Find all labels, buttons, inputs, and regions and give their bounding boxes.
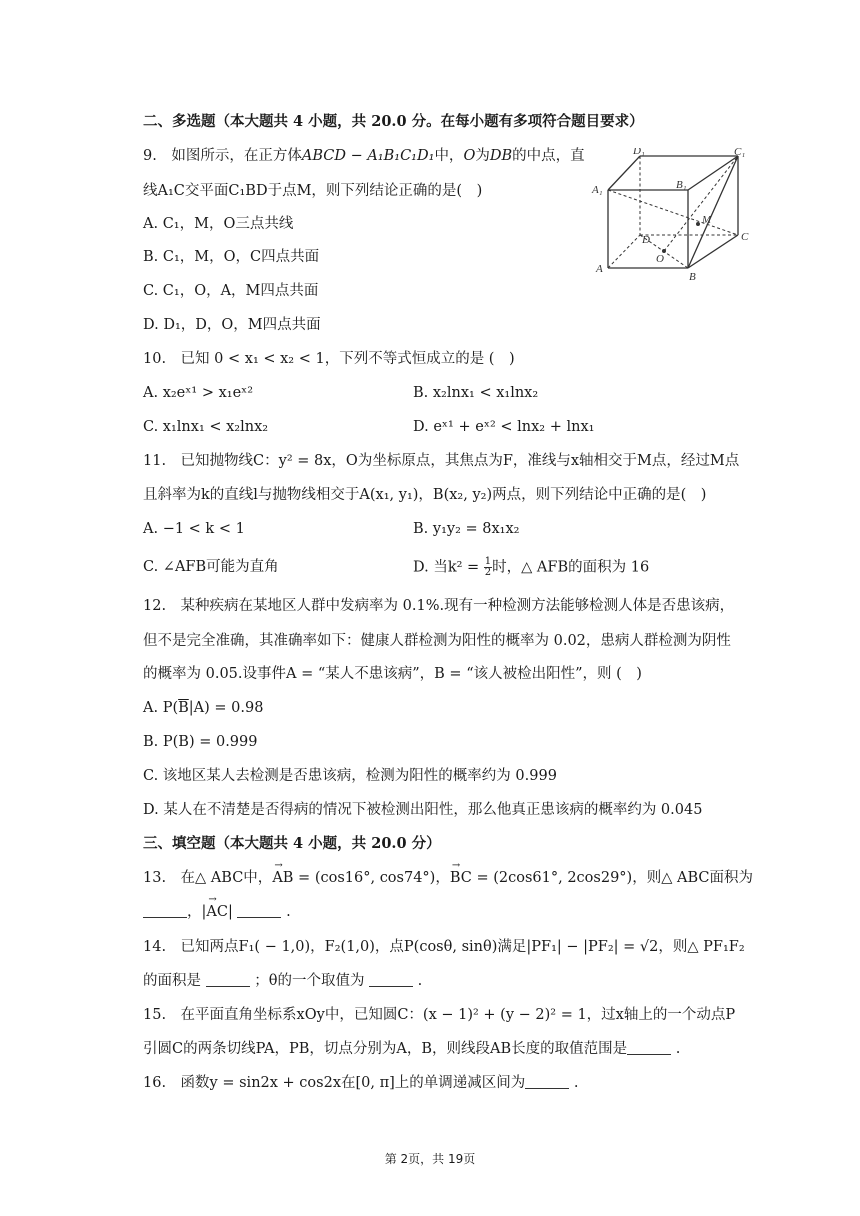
page-footer: 第 2页，共 19页 [384, 1152, 476, 1166]
section-3-heading: 三、填空题（本大题共 4 小题，共 20.0 分） [143, 835, 441, 852]
answer-blank [206, 972, 250, 987]
label-a: A [596, 263, 603, 275]
q12-option-b: B. P(B) = 0.999 [143, 734, 258, 750]
answer-blank [525, 1074, 569, 1089]
q13-line2: ，|→ AC| . [143, 902, 291, 922]
q9-option-b: B. C₁，M，O，C四点共面 [143, 249, 320, 265]
q11-option-c: C. ∠AFB可能为直角 [143, 559, 279, 575]
q12-option-d: D. 某人在不清楚是否得病的情况下被检测出阳性，那么他真正患该病的概率约为 0.045 [143, 802, 703, 818]
fraction: $\frac{1}{2}$ [484, 556, 492, 578]
q12-option-c: C. 该地区某人去检测是否患该病，检测为阳性的概率约为 0.999 [143, 768, 557, 784]
q9-option-a: A. C₁，M，O三点共线 [143, 216, 294, 232]
label-b1: B₁ [676, 179, 687, 191]
label-b: B [689, 271, 696, 283]
q11-option-a: A. −1 < k < 1 [143, 521, 245, 537]
q11-line1: 11. 已知抛物线C：y² = 8x，O为坐标原点，其焦点为F，准线与x轴相交于M点，经过M点 [143, 453, 740, 469]
q9-line1: 9. 如图所示，在正方体ABCD − A₁B₁C₁D₁中，O为DB的中点，直 [143, 148, 585, 164]
q9-option-d: D. D₁，D，O，M四点共面 [143, 317, 321, 333]
q11-option-d: D. 当k² = $\frac{1}{2}$ 时，△ AFB的面积为 16 [413, 556, 650, 578]
answer-blank [369, 972, 413, 987]
q15-line1: 15. 在平面直角坐标系xOy中，已知圆C：(x − 1)² + (y − 2)² = 1，过x轴上的一个动点P [143, 1007, 736, 1023]
q10-option-b: B. x₂lnx₁ < x₁lnx₂ [413, 385, 539, 401]
q16-line1: 16. 函数y = sin2x + cos2x在[0, π]上的单调递减区间为 . [143, 1075, 579, 1091]
q12-line3: 的概率为 0.05.设事件A = “某人不患该病”，B = “该人被检出阳性”，则 ( ) [143, 666, 642, 682]
label-d1: D₁ [633, 148, 645, 157]
label-d: D [642, 234, 650, 246]
label-c: C [741, 231, 749, 243]
q9-option-c: C. C₁，O，A，M四点共面 [143, 283, 319, 299]
cube-figure [588, 148, 758, 283]
q10-option-d: D. eˣ¹ + eˣ² < lnx₂ + lnx₁ [413, 419, 595, 435]
q14-line2: 的面积是 ；θ的一个取值为 . [143, 973, 423, 989]
q15-line2: 引圆C的两条切线PA，PB，切点分别为A，B，则线段AB长度的取值范围是 . [143, 1041, 681, 1057]
q9-line2: 线A₁C交平面C₁BD于点M，则下列结论正确的是( ) [143, 183, 483, 199]
q12-line1: 12. 某种疾病在某地区人群中发病率为 0.1%.现有一种检测方法能够检测人体是否患该病， [143, 598, 735, 614]
answer-blank [627, 1040, 671, 1055]
q11-line2: 且斜率为k的直线l与抛物线相交于A(x₁, y₁)，B(x₂, y₂)两点，则下列结论中正确的是( ) [143, 487, 707, 503]
q11-option-b: B. y₁y₂ = 8x₁x₂ [413, 521, 520, 537]
label-a1: A₁ [592, 184, 603, 196]
q12-option-a: A. $P(\overline{B}|A) = 0.98$ [143, 700, 264, 716]
q14-line1: 14. 已知两点F₁( − 1,0)，F₂(1,0)，点P(cosθ, sinθ)满足|PF₁| − |PF₂| = √2，则△ PF₁F₂ [143, 939, 745, 955]
answer-blank [237, 903, 281, 918]
q10-option-a: A. x₂eˣ¹ > x₁eˣ² [143, 385, 254, 401]
answer-blank [143, 903, 187, 918]
q12-line2: 但不是完全准确，其准确率如下：健康人群检测为阳性的概率为 0.02，患病人群检测为阴性 [143, 633, 731, 649]
label-m: M [702, 214, 712, 226]
section-2-heading: 二、多选题（本大题共 4 小题，共 20.0 分。在每小题有多项符合题目要求） [143, 113, 644, 130]
q10-option-c: C. x₁lnx₁ < x₂lnx₂ [143, 419, 269, 435]
q13-line1: 13. 在△ ABC中，→ AB = (cos16°, cos74°)，→ BC = (2cos61°, 2cos29°)，则△ ABC面积为 [143, 868, 753, 888]
q10-stem: 10. 已知 0 < x₁ < x₂ < 1，下列不等式恒成立的是 ( ) [143, 351, 515, 367]
label-o: O [656, 253, 664, 265]
label-c1: C₁ [734, 148, 746, 158]
